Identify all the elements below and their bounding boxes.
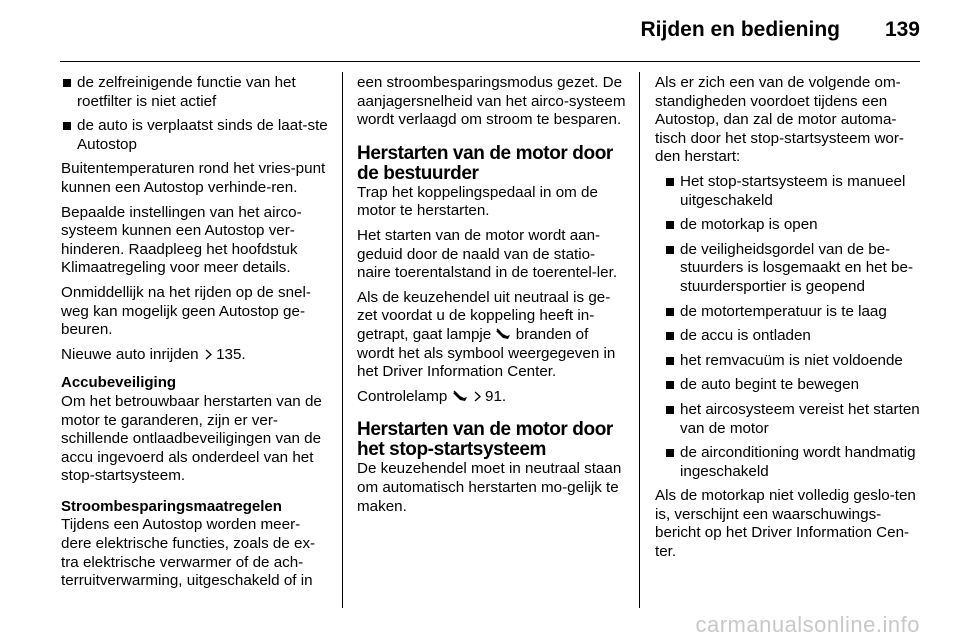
- engine-restart-lamp-icon: [495, 328, 511, 340]
- paragraph: Als de motorkap niet volledig geslo‐ten is, verschijnt een waarschuwings‐bericht op het Driver Information Cen‐ter.: [655, 487, 916, 561]
- list-item: de veiligheidsgordel van de be‐stuurders is losgemaakt en het be‐stuurdersportier is geopend: [664, 241, 923, 297]
- section-heading-system-restart: Herstarten van de motor door het stop-startsysteem: [357, 419, 613, 461]
- paragraph: een stroombesparingsmodus gezet. De aanjagersnelheid van het airco‐systeem wordt verlaagd om stroom te besparen.: [357, 74, 626, 129]
- engine-restart-lamp-icon: [452, 390, 468, 402]
- subheading-battery-protection: Accubeveiliging: [61, 374, 177, 392]
- paragraph-text: Nieuwe auto inrijden: [61, 345, 199, 363]
- paragraph: Buitentemperaturen rond het vries‐punt kunnen een Autostop verhinde‐ren.: [61, 160, 326, 196]
- list-item: het aircosysteem vereist het starten van de motor: [664, 401, 923, 438]
- list-item: de auto begint te bewegen: [664, 376, 923, 395]
- paragraph: Trap het koppelingspedaal in om de motor te herstarten.: [357, 183, 598, 220]
- column-divider-2: [639, 72, 640, 608]
- list-item: de accu is ontladen: [664, 327, 923, 346]
- watermark: carmanualsonline.info: [695, 612, 920, 637]
- paragraph-text: Controlelamp: [357, 387, 448, 405]
- paragraph: Als er zich een van de volgende om‐standigheden voordoet tijdens een Autostop, dan zal de motor automa‐tisch door het stop-startsysteem wor‐den herstart:: [655, 74, 904, 166]
- list-item: de motortemperatuur is te laag: [664, 303, 923, 322]
- column-1: [61, 74, 329, 597]
- list-item: de airconditioning wordt handmatig ingeschakeld: [664, 444, 923, 481]
- paragraph-text: Als de keuzehendel uit neutraal is ge‐zet voordat u de koppeling heeft in‐getrapt, gaat lampje: [357, 288, 611, 343]
- paragraph-with-icon: [357, 289, 627, 382]
- list-item: de motorkap is open: [664, 216, 923, 235]
- page-number: 139: [884, 18, 920, 41]
- paragraph: Het starten van de motor wordt aan‐geduid door de naald van de statio‐naire toerentalstand in de toerentel‐ler.: [357, 226, 618, 282]
- page-reference[interactable]: 135.: [216, 345, 246, 363]
- paragraph: Bepaalde instellingen van het airco‐systeem kunnen een Autostop ver‐hinderen. Raadpleeg het hoofdstuk Klimaatregeling voor meer details.: [61, 203, 302, 277]
- page-reference-icon: [474, 391, 481, 402]
- paragraph: Tijdens een Autostop worden meer‐dere elektrische functies, zoals de ex‐tra elektrische verwarmer of de ach‐terruitverwarming, uitgeschakeld of in: [61, 516, 316, 590]
- paragraph: Om het betrouwbaar herstarten van de motor te garanderen, zijn er ver‐schillende ontlaadbeveiligingen van de accu ingevoerd als onderdeel van het stop-startsysteem.: [61, 392, 322, 485]
- header-rule: [60, 61, 920, 62]
- subheading-power-saving: Stroombesparingsmaatregelen: [61, 497, 282, 515]
- list-item: de zelfreinigende functie van het roetfilter is niet actief: [61, 74, 329, 111]
- section-heading-driver-restart: Herstarten van de motor door de bestuurder: [357, 142, 613, 184]
- header-title: Rijden en bediening: [640, 18, 840, 41]
- page-reference-icon: [205, 349, 212, 360]
- list-item: het remvacuüm is niet voldoende: [664, 352, 923, 371]
- column-divider-1: [342, 72, 343, 608]
- column-2: [357, 74, 627, 522]
- paragraph-text: branden of wordt het als symbool weergegeven in het Driver Information Center.: [357, 325, 616, 381]
- list-item: Het stop-startsysteem is manueel uitgeschakeld: [664, 173, 923, 210]
- column-3: [655, 74, 923, 568]
- page-reference[interactable]: 91.: [485, 387, 507, 405]
- paragraph-crossref: [61, 346, 329, 365]
- list-item: de auto is verplaatst sinds de laat‐ste Autostop: [61, 117, 329, 154]
- paragraph-crossref: [357, 388, 627, 407]
- paragraph: Onmiddellijk na het rijden op de snel‐weg kan mogelijk geen Autostop ge‐beuren.: [61, 283, 311, 339]
- paragraph: De keuzehendel moet in neutraal staan om automatisch herstarten mo‐gelijk te maken.: [357, 460, 622, 515]
